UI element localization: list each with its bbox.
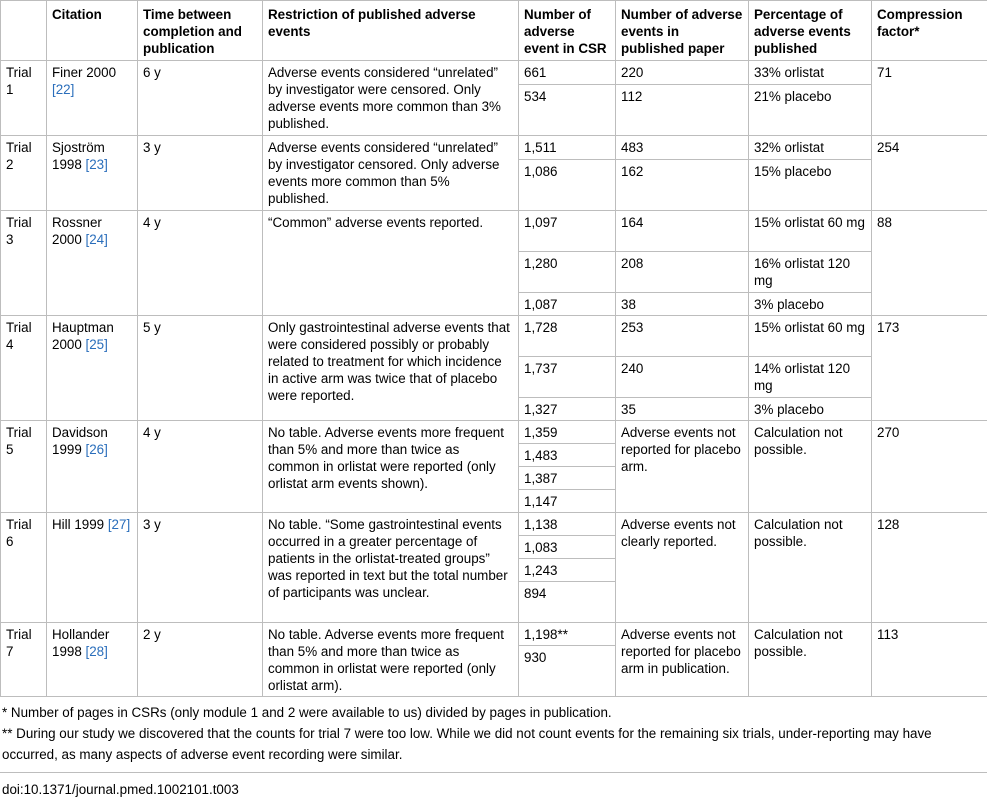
table-row: [1, 61, 987, 85]
table-row: [1, 513, 987, 536]
citation-ref-link[interactable]: [22]: [52, 82, 75, 97]
csr-count-cell: 1,280: [519, 252, 616, 293]
csr-count-cell: 1,483: [519, 444, 616, 467]
citation-text: Rossner 2000: [52, 215, 102, 247]
csr-count-cell: 534: [519, 85, 616, 136]
header-cell: Number of adverse events in published paper: [616, 1, 749, 61]
published-count-cell: 220: [616, 61, 749, 85]
percentage-cell: 3% placebo: [749, 398, 872, 421]
restriction-cell: Only gastrointestinal adverse events that were considered possibly or probably related to treatment for which incidence in active arm was twice that of placebo were reported.: [263, 316, 519, 421]
header-cell: Compression factor*: [872, 1, 987, 61]
percentage-cell: 15% orlistat 60 mg: [749, 211, 872, 252]
published-count-cell: Adverse events not clearly reported.: [616, 513, 749, 623]
restriction-cell: “Common” adverse events reported.: [263, 211, 519, 316]
header-cell: Citation: [47, 1, 138, 61]
header-cell: [1, 1, 47, 61]
citation-ref-link[interactable]: [27]: [107, 517, 131, 532]
header-cell: Time between completion and publication: [138, 1, 263, 61]
percentage-cell: 21% placebo: [749, 85, 872, 136]
citation-cell: [47, 513, 138, 623]
time-cell: 4 y: [138, 211, 263, 316]
restriction-cell: Adverse events considered “unrelated” by investigator censored. Only adverse events more common than 5% published.: [263, 136, 519, 211]
percentage-cell: Calculation not possible.: [749, 623, 872, 697]
time-cell: 4 y: [138, 421, 263, 513]
restriction-cell: No table. Adverse events more frequent than 5% and more than twice as common in orlistat were reported (only orlistat arm events shown).: [263, 421, 519, 513]
citation-cell: [47, 211, 138, 316]
csr-count-cell: 894: [519, 582, 616, 623]
compression-cell: 113: [872, 623, 987, 697]
footnotes: [0, 702, 987, 765]
citation-cell: [47, 421, 138, 513]
published-count-cell: 253: [616, 316, 749, 357]
restriction-cell: Adverse events considered “unrelated” by investigator were censored. Only adverse events more common than 3% published.: [263, 61, 519, 136]
csr-count-cell: 1,511: [519, 136, 616, 160]
percentage-cell: 32% orlistat: [749, 136, 872, 160]
time-cell: 6 y: [138, 61, 263, 136]
citation-ref-link[interactable]: [24]: [85, 232, 108, 247]
table-row: [1, 316, 987, 357]
trial-label: Trial 2: [1, 136, 47, 211]
citation-text: Sjoström 1998: [52, 140, 105, 172]
time-cell: 5 y: [138, 316, 263, 421]
csr-count-cell: 1,147: [519, 490, 616, 513]
compression-cell: 173: [872, 316, 987, 421]
compression-cell: 270: [872, 421, 987, 513]
percentage-cell: 14% orlistat 120 mg: [749, 357, 872, 398]
csr-count-cell: 1,737: [519, 357, 616, 398]
published-count-cell: 35: [616, 398, 749, 421]
header-cell: Number of adverse event in CSR: [519, 1, 616, 61]
csr-count-cell: 1,198**: [519, 623, 616, 646]
published-count-cell: 240: [616, 357, 749, 398]
table-row: [1, 623, 987, 646]
csr-count-cell: 930: [519, 646, 616, 697]
csr-count-cell: 1,243: [519, 559, 616, 582]
time-cell: 2 y: [138, 623, 263, 697]
trial-label: Trial 5: [1, 421, 47, 513]
table-row: [1, 211, 987, 252]
header-cell: Percentage of adverse events published: [749, 1, 872, 61]
citation-cell: [47, 623, 138, 697]
published-count-cell: Adverse events not reported for placebo arm.: [616, 421, 749, 513]
published-count-cell: 112: [616, 85, 749, 136]
percentage-cell: 15% placebo: [749, 160, 872, 211]
percentage-cell: 3% placebo: [749, 293, 872, 316]
citation-text: Davidson 1999: [52, 425, 108, 457]
csr-count-cell: 1,327: [519, 398, 616, 421]
table-header-row: [1, 1, 987, 61]
citation-cell: [47, 61, 138, 136]
trial-label: Trial 3: [1, 211, 47, 316]
published-count-cell: 164: [616, 211, 749, 252]
csr-count-cell: 1,083: [519, 536, 616, 559]
citation-text: Hill 1999: [52, 517, 108, 532]
citation-ref-link[interactable]: [25]: [85, 337, 108, 352]
table-body: [1, 61, 987, 697]
citation-text: Hauptman 2000: [52, 320, 114, 352]
citation-cell: [47, 316, 138, 421]
compression-cell: 254: [872, 136, 987, 211]
percentage-cell: Calculation not possible.: [749, 513, 872, 623]
csr-count-cell: 661: [519, 61, 616, 85]
time-cell: 3 y: [138, 513, 263, 623]
trial-label: Trial 4: [1, 316, 47, 421]
published-count-cell: 38: [616, 293, 749, 316]
published-count-cell: Adverse events not reported for placebo arm in publication.: [616, 623, 749, 697]
time-cell: 3 y: [138, 136, 263, 211]
citation-cell: [47, 136, 138, 211]
citation-ref-link[interactable]: [26]: [85, 442, 108, 457]
doi-line: doi:10.1371/journal.pmed.1002101.t003: [0, 772, 987, 798]
header-cell: Restriction of published adverse events: [263, 1, 519, 61]
trial-label: Trial 7: [1, 623, 47, 697]
compression-cell: 128: [872, 513, 987, 623]
percentage-cell: 16% orlistat 120 mg: [749, 252, 872, 293]
percentage-cell: 15% orlistat 60 mg: [749, 316, 872, 357]
csr-count-cell: 1,087: [519, 293, 616, 316]
restriction-cell: No table. “Some gastrointestinal events occurred in a greater percentage of patients in the orlistat-treated groups” was reported in text but the total number of participants was unclear.: [263, 513, 519, 623]
compression-cell: 88: [872, 211, 987, 316]
citation-text: Hollander 1998: [52, 627, 110, 659]
csr-count-cell: 1,097: [519, 211, 616, 252]
trial-label: Trial 1: [1, 61, 47, 136]
restriction-cell: No table. Adverse events more frequent than 5% and more than twice as common in orlistat were reported (only orlistat arm).: [263, 623, 519, 697]
published-count-cell: 208: [616, 252, 749, 293]
citation-text: Finer 2000: [52, 65, 117, 80]
footnote: ** During our study we discovered that the counts for trial 7 were too low. While we did not count events for the remaining six trials, under-reporting may have occurred, as many aspects of adverse event recording were similar.: [2, 726, 932, 762]
citation-ref-link[interactable]: [28]: [85, 644, 108, 659]
citation-ref-link[interactable]: [23]: [85, 157, 108, 172]
csr-count-cell: 1,138: [519, 513, 616, 536]
percentage-cell: 33% orlistat: [749, 61, 872, 85]
table-row: [1, 136, 987, 160]
footnote: * Number of pages in CSRs (only module 1 and 2 were available to us) divided by pages in publication.: [2, 705, 612, 720]
percentage-cell: Calculation not possible.: [749, 421, 872, 513]
compression-cell: 71: [872, 61, 987, 136]
csr-count-cell: 1,359: [519, 421, 616, 444]
csr-count-cell: 1,086: [519, 160, 616, 211]
published-count-cell: 483: [616, 136, 749, 160]
trial-label: Trial 6: [1, 513, 47, 623]
csr-count-cell: 1,728: [519, 316, 616, 357]
csr-count-cell: 1,387: [519, 467, 616, 490]
published-count-cell: 162: [616, 160, 749, 211]
table-row: [1, 421, 987, 444]
